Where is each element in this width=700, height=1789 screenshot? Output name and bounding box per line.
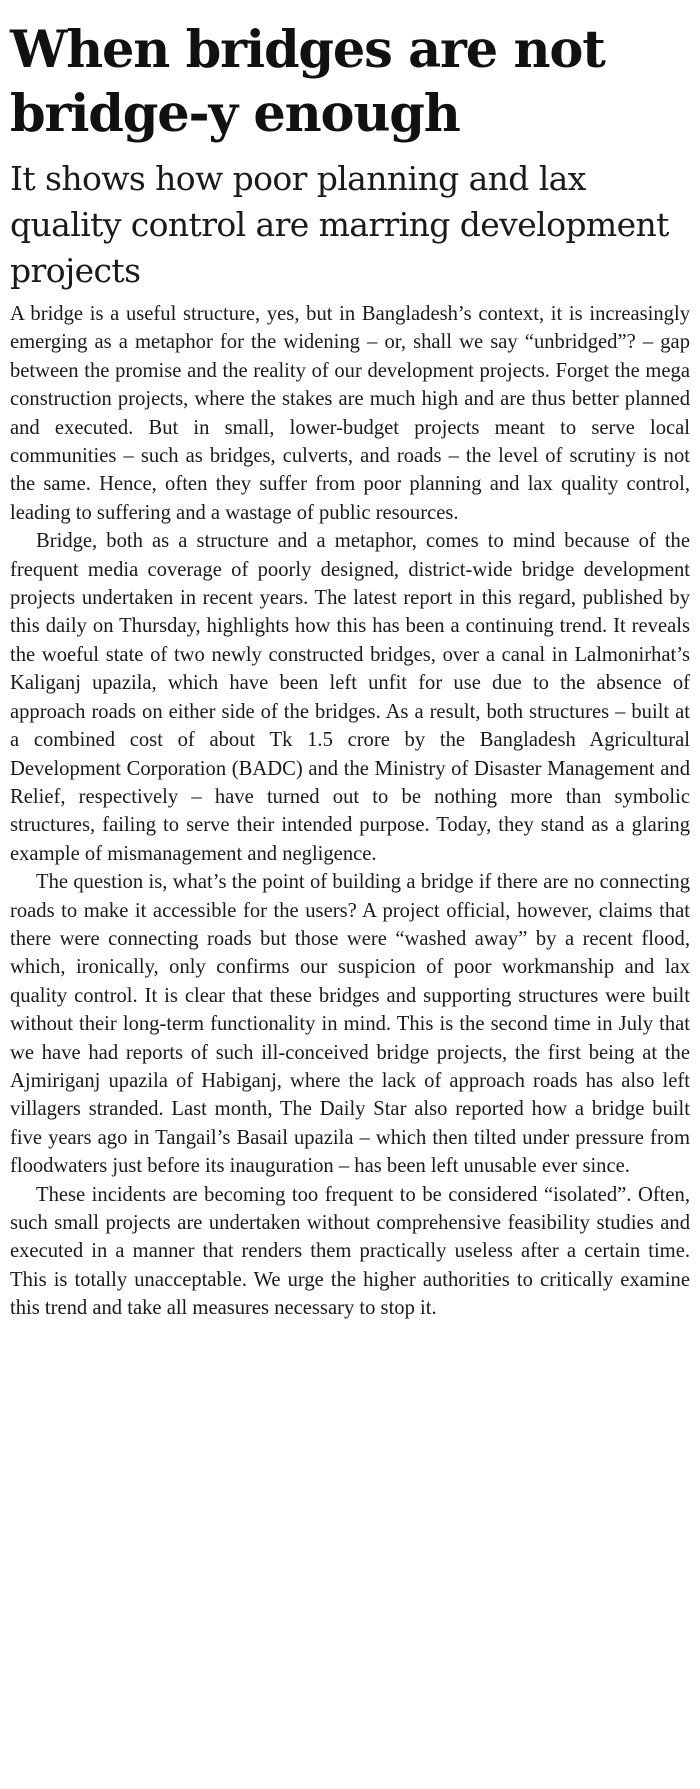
body-paragraph-2: Bridge, both as a structure and a metaphor, comes to mind because of the frequent media coverage of poorly designed, district-wide bridge development projects undertaken in recent years. The latest report in this regard, published by this daily on Thursday, highlights how this has been a continuing trend. It reveals the woeful state of two newly constructed bridges, over a canal in Lalmonirhat’s Kaliganj upazila, which have been left unfit for use due to the absence of approach roads on either side of the bridges. As a result, both structures – built at a combined cost of about Tk 1.5 crore by the Bangladesh Agricultural Development Corporation (BADC) and the Ministry of Disaster Management and Relief, respectively – have turned out to be nothing more than symbolic structures, failing to serve their intended purpose. Today, they stand as a glaring example of mismanagement and negligence. (10, 530, 690, 865)
headline: When bridges are not bridge-y enough (10, 20, 605, 144)
body-paragraph-1: A bridge is a useful structure, yes, but in Bangladesh’s context, it is increasingly emerging as a metaphor for the widening – or, shall we say “unbridged”? – gap between the promise and the reality of our development projects. Forget the mega construction projects, where the stakes are much high and are thus better planned and executed. But in small, lower-budget projects meant to serve local communities – such as bridges, culverts, and roads – the level of scrutiny is not the same. Hence, often they suffer from poor planning and lax quality control, leading to suffering and a wastage of public resources. (10, 303, 690, 524)
subheadline: It shows how poor planning and lax quality control are marring development projects (10, 159, 669, 290)
body-paragraph-3: The question is, what’s the point of building a bridge if there are no connecting roads to make it accessible for the users? A project official, however, claims that there were connecting roads but those were “washed away” by a recent flood, which, ironically, only confirms our suspicion of poor workmanship and lax quality control. It is clear that these bridges and supporting structures were built without their long-term functionality in mind. This is the second time in July that we have had reports of such ill-conceived bridge projects, the first being at the Ajmiriganj upazila of Habiganj, where the lack of approach roads has also left villagers stranded. Last month, The Daily Star also reported how a bridge built five years ago in Tangail’s Basail upazila – which then tilted under pressure from floodwaters just before its inauguration – has been left unusable ever since. (10, 871, 690, 1178)
body-paragraph-4: These incidents are becoming too frequent to be considered “isolated”. Often, such small projects are undertaken without comprehensive feasibility studies and executed in a manner that renders them practically useless after a certain time. This is totally unacceptable. We urge the higher authorities to critically examine this trend and take all measures necessary to stop it. (10, 1183, 690, 1320)
